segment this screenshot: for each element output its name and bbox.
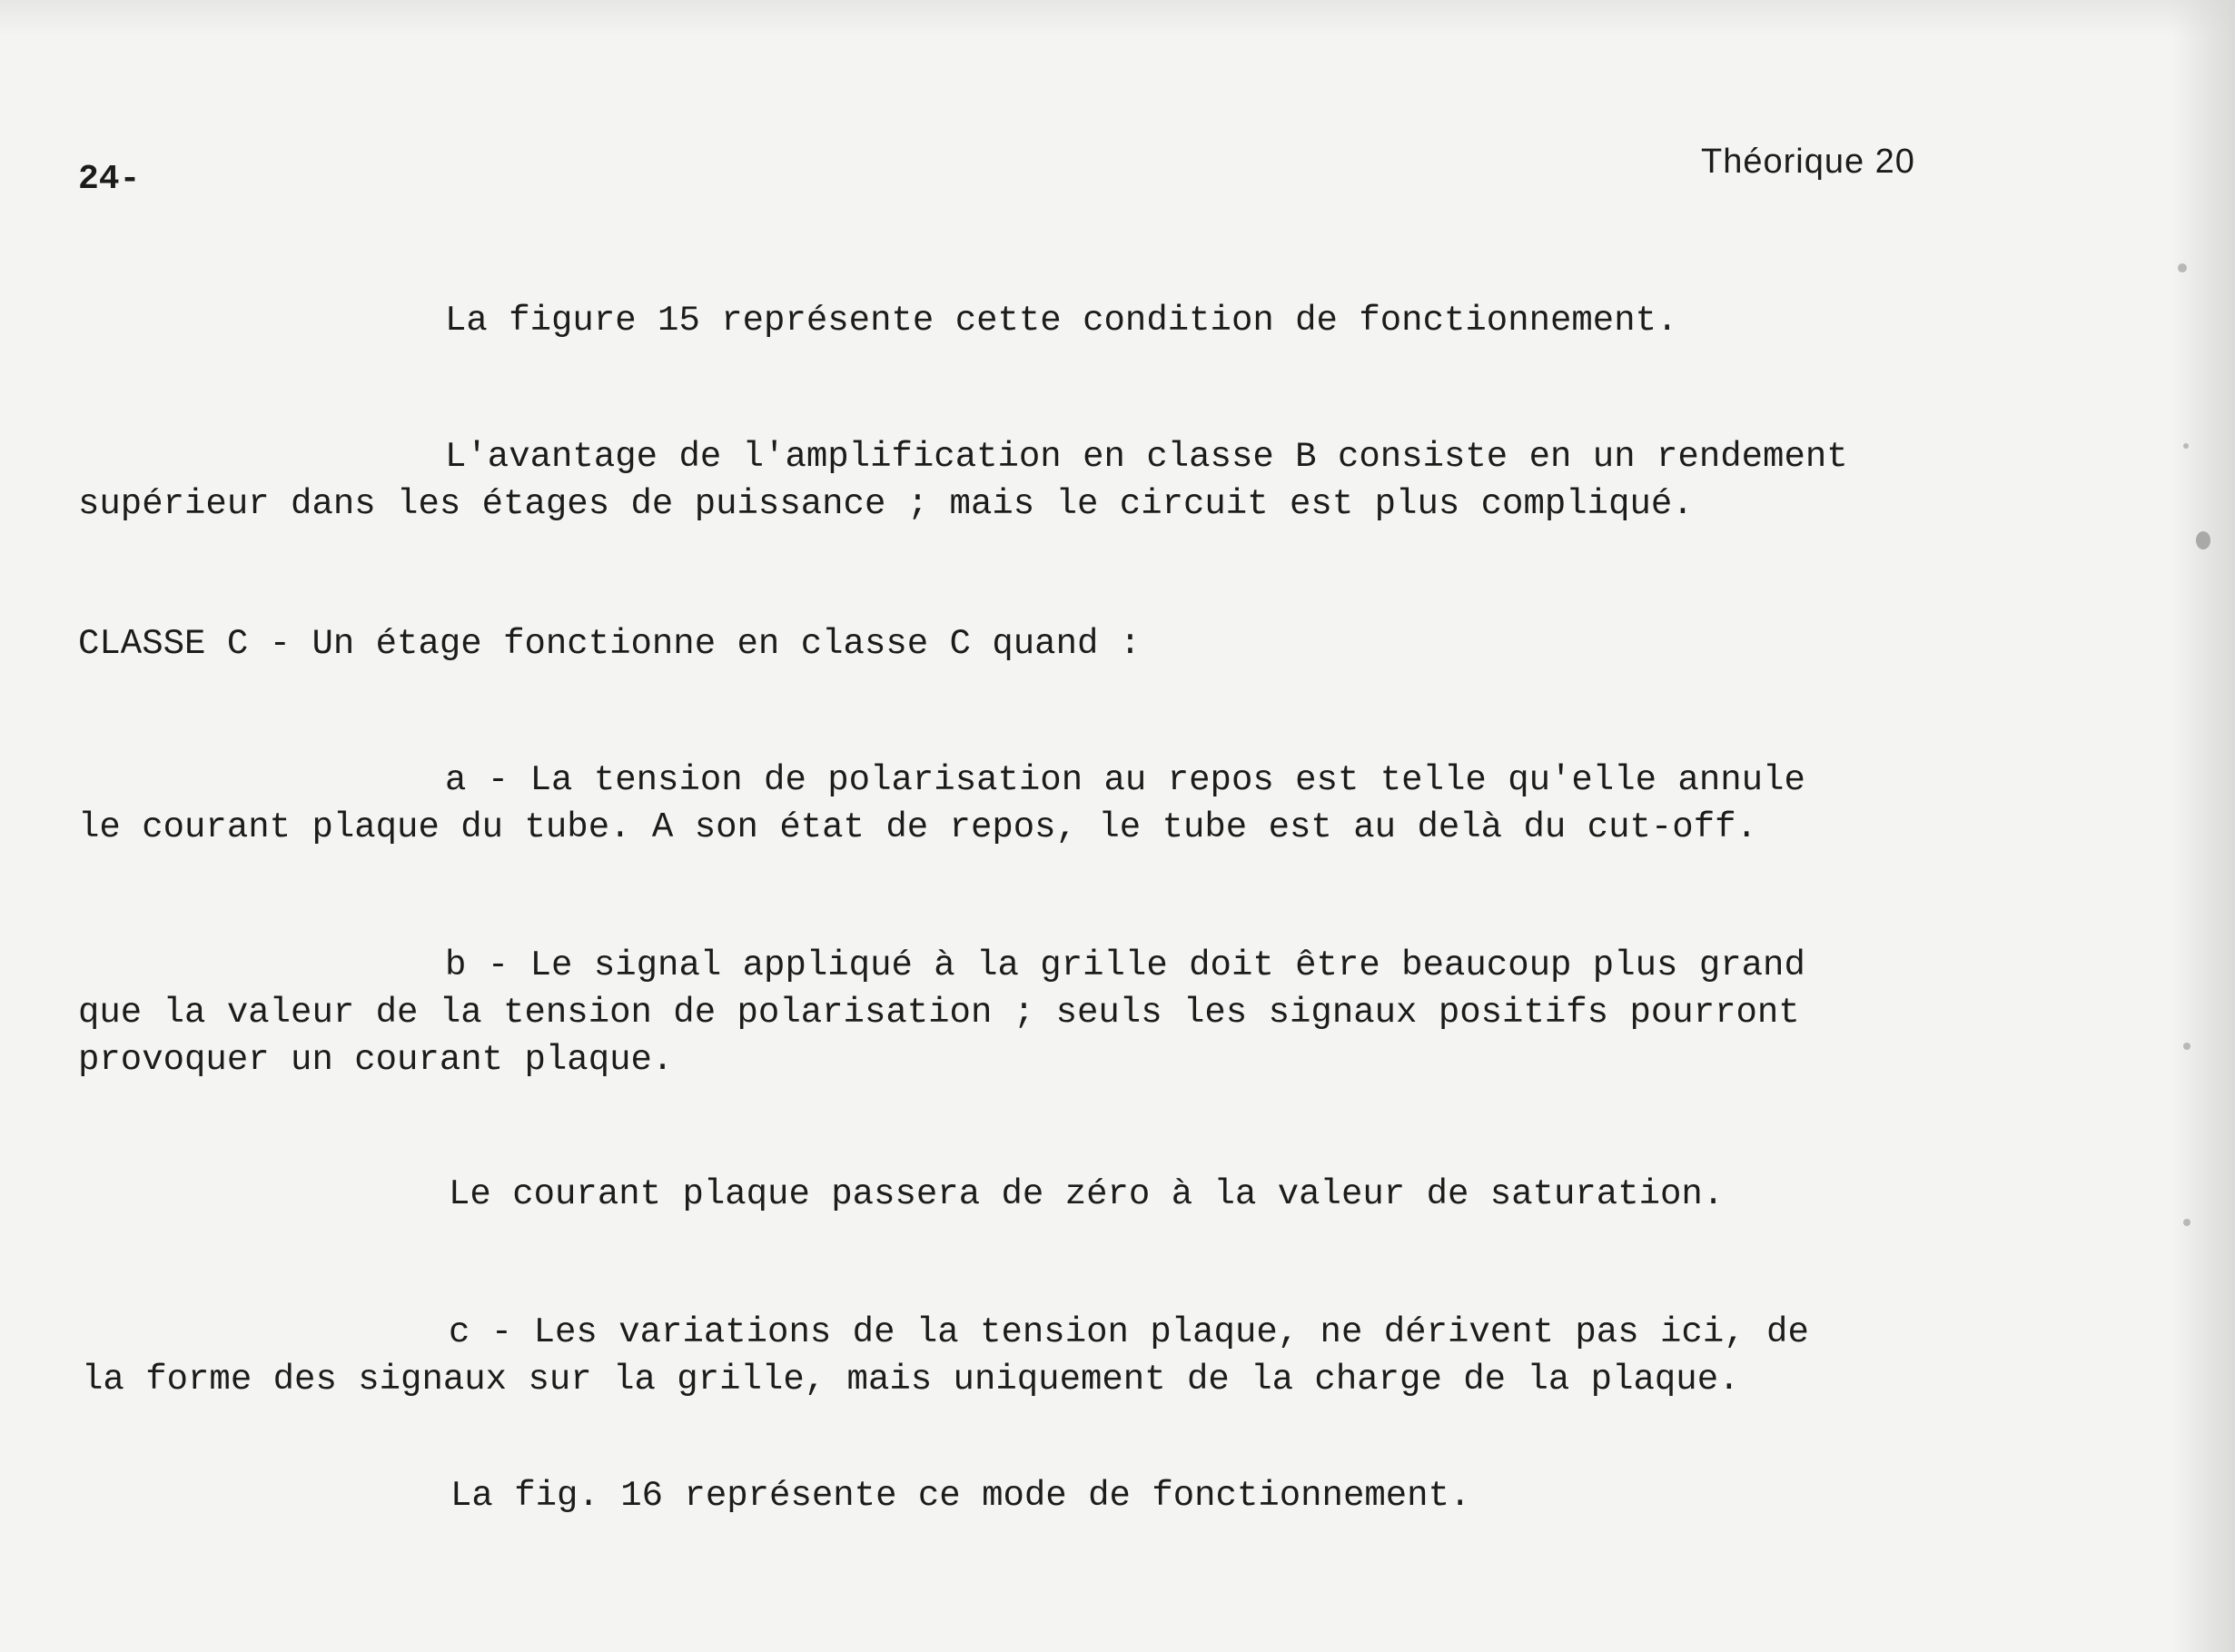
paragraph-figure-15: La figure 15 représente cette condition de fonctionnement. xyxy=(445,301,1678,341)
section-title: Théorique 20 xyxy=(1701,143,1915,181)
binding-hole-mark xyxy=(2178,263,2187,272)
paragraph-saturation: Le courant plaque passera de zéro à la valeur de saturation. xyxy=(449,1174,1725,1214)
item-b-line-2: que la valeur de la tension de polarisation ; seuls les signaux positifs pourront xyxy=(78,993,1800,1033)
binding-hole-mark xyxy=(2196,531,2210,549)
item-c-line-2: la forme des signaux sur la grille, mais uniquement de la charge de la plaque. xyxy=(82,1360,1740,1400)
scan-shadow-right xyxy=(2171,0,2235,1652)
paragraph-figure-16: La fig. 16 représente ce mode de fonctionnement. xyxy=(450,1476,1471,1516)
paragraph-class-b-line-2: supérieur dans les étages de puissance ; mais le circuit est plus compliqué. xyxy=(78,484,1694,524)
binding-hole-mark xyxy=(2183,1043,2190,1050)
item-b-line-3: provoquer un courant plaque. xyxy=(78,1040,674,1080)
page-number: 24- xyxy=(78,160,141,199)
binding-hole-mark xyxy=(2183,1219,2190,1226)
item-a-line-1: a - La tension de polarisation au repos est telle qu'elle annule xyxy=(445,760,1805,800)
class-c-heading: CLASSE C - Un étage fonctionne en classe C quand : xyxy=(78,624,1142,664)
paragraph-class-b-line-1: L'avantage de l'amplification en classe B consiste en un rendement xyxy=(445,437,1848,477)
item-b-line-1: b - Le signal appliqué à la grille doit être beaucoup plus grand xyxy=(445,945,1805,985)
item-c-line-1: c - Les variations de la tension plaque, ne dérivent pas ici, de xyxy=(449,1312,1809,1352)
item-a-line-2: le courant plaque du tube. A son état de repos, le tube est au delà du cut-off. xyxy=(78,807,1757,847)
binding-hole-mark xyxy=(2183,443,2189,449)
scan-shadow-top xyxy=(0,0,2235,36)
